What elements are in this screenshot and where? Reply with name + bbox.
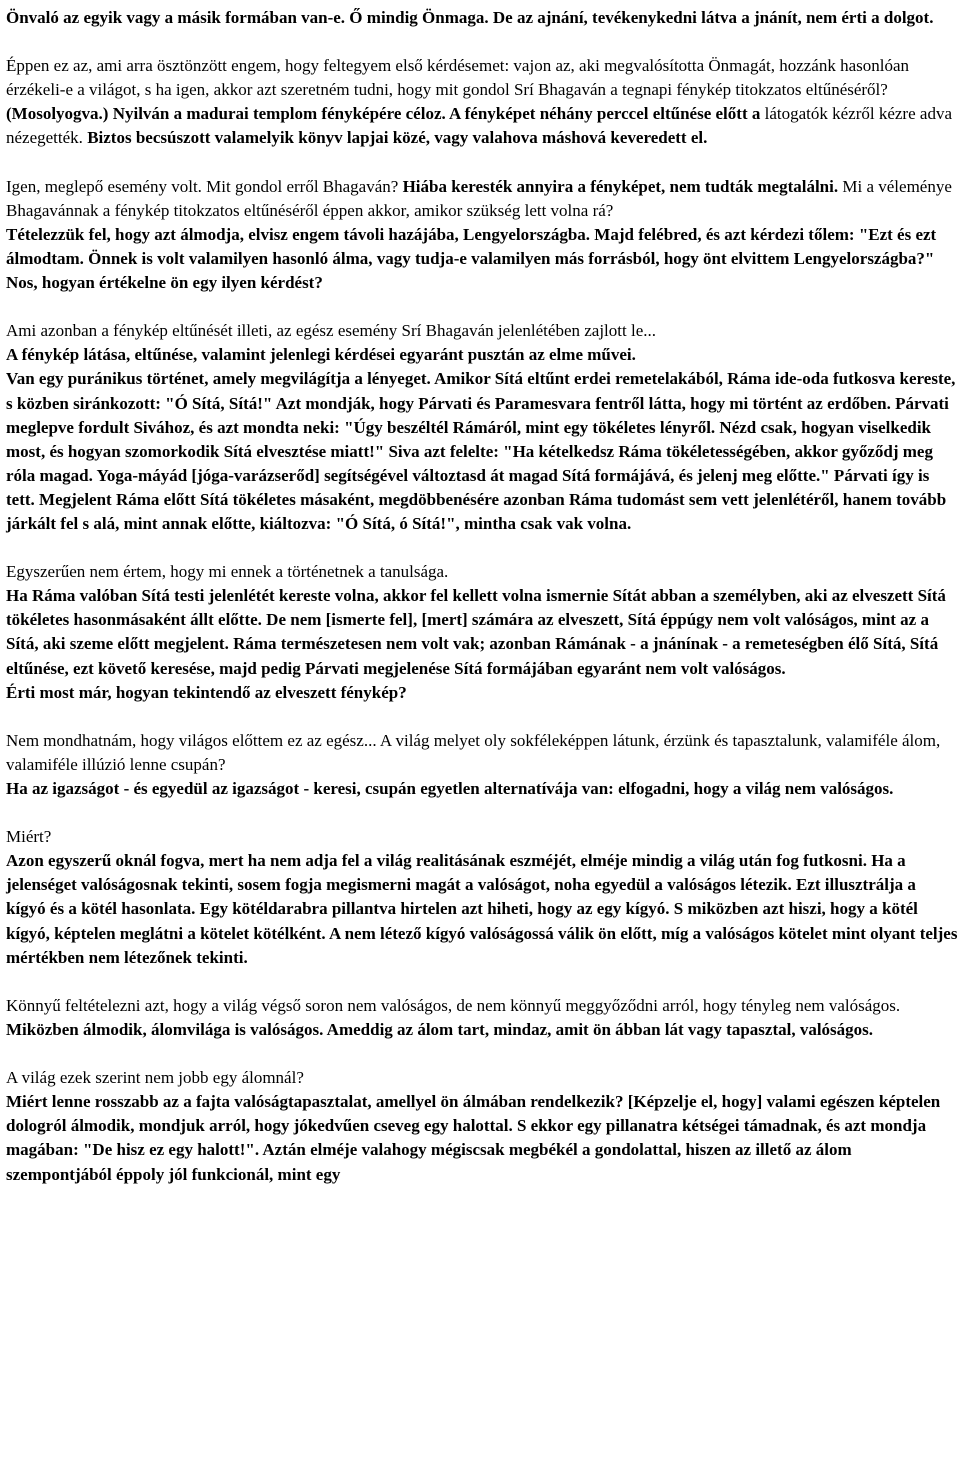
paragraph <box>6 367 958 536</box>
regular-text-run: Könnyű feltételezni azt, hogy a világ végső soron nem valóságos, de nem könnyű meggyőződni arról, hogy tényleg nem valóságos. <box>6 995 901 1015</box>
bold-text-run: Érti most már, hogyan tekintendő az elveszett fénykép? <box>6 682 407 702</box>
bold-text-run: Ha Ráma valóban Sítá testi jelenlétét kereste volna, akkor fel kellett volna ismernie Sítát abban a személyben, aki az elveszett Sítá tökéletes hasonmásaként állt előtte. De nem [ismerte fel], [mert] számára az elveszett, Sítá éppúgy nem volt valóságos, mint az a Sítá, aki szeme előtt megjelent. Ráma természetesen nem volt vak; azonban Rámának - a jnánínak - a remeteségben élő Sítá, Sítá eltűnése, ezt követő keresése, majd pedig Párvati megjelenése Sítá formájában egyaránt nem volt valóságos. <box>6 586 946 678</box>
paragraph-spacer <box>6 30 958 54</box>
regular-text-run: Egyszerűen nem értem, hogy mi ennek a történetnek a tanulsága. <box>6 562 449 582</box>
bold-text-run: Ha az igazságot - és egyedül az igazságot - keresi, csupán egyetlen alternatívája van: elfogadni, hogy a világ nem valóságos. <box>6 779 894 798</box>
paragraph <box>6 825 958 849</box>
paragraph <box>6 223 958 295</box>
bold-text-run: Miközben álmodik, álomvilága is valóságos. Ameddig az álom tart, mindaz, amit ön ábban lát vagy tapasztal, valóságos. <box>6 1019 874 1039</box>
regular-text-run: Éppen ez az, ami arra ösztönzött engem, hogy feltegyem első kérdésemet: vajon az, aki megvalósította Önmagát, hozzánk hasonlóan érzékeli-e a világot, s ha igen, akkor azt szeretném tudni, hogy mit gondol Srí Bhagaván a tegnapi fénykép titokzatos eltűnéséről? <box>6 56 910 100</box>
paragraph-spacer <box>6 705 958 729</box>
bold-text-run: Van egy puránikus történet, amely megvilágítja a lényeget. Amikor Sítá eltűnt erdei remetelakából, Ráma ide-oda futkosva kereste, s közben siránkozott: "Ó Sítá, Sítá!" Azt mondják, hogy Párvati és Paramesvara fentről látta, hogy mi történt az erdőben. Párvati meglepve fordult Sivához, és azt mondta neki: "Úgy beszéltél Rámáról, mint egy tökéletes lényről. Nézd csak, hogyan viselkedik most, és hogyan szomorkodik Sítá elvesztése miatt!" Siva azt felelte: "Ha kételkedsz Ráma tökéletességében, akkor győződj meg róla magad. Yoga-máyád [jóga-varázserőd] segítségével változtasd át magad Sítá formájává, és jelenj meg előtte." Párvati így is tett. Megjelent Ráma előtt Sítá tökéletes másaként, megdöbbenésére azonban Ráma tudomást sem vett jelenlétéről, hanem tovább járkált fel s alá, mint annak előtte, kiáltozva: "Ó Sítá, ó Sítá!", mintha csak vak volna. <box>6 369 956 533</box>
paragraph <box>6 319 958 343</box>
paragraph <box>6 849 958 969</box>
paragraph-spacer <box>6 970 958 994</box>
paragraph <box>6 584 958 680</box>
paragraph <box>6 560 958 584</box>
bold-text-run: Biztos becsúszott valamelyik könyv lapjai közé, vagy valahova máshová keveredett el. <box>87 128 708 148</box>
bold-text-run: Hiába keresték annyira a fényképet, nem tudták megtalálni. <box>402 176 843 196</box>
paragraph <box>6 6 958 30</box>
regular-text-run: Nem mondhatnám, hogy világos előttem ez az egész... A világ melyet oly sokféleképpen látunk, érzünk és tapasztalunk, valamiféle álom, valamiféle illúzió lenne csupán? <box>6 730 941 774</box>
bold-text-run: (Mosolyogva.) Nyilván a madurai templom fényképére céloz. A fényképet néhány perccel eltűnése előtt a <box>6 104 765 124</box>
bold-text-run: Önvaló az egyik vagy a másik formában van-e. Ő mindig Önmaga. De az ajnání, tevékenykedni látva a jnánít, nem érti a dolgot. <box>6 8 934 27</box>
paragraph-spacer <box>6 295 958 319</box>
regular-text-run: Miért? <box>6 827 52 847</box>
bold-text-run: Miért lenne rosszabb az a fajta valóságtapasztalat, amellyel ön álmában rendelkezik? [Képzelje el, hogy] valami egészen képtelen dologról álmodik, mondjuk arról, hogy jókedvűen cseveg egy halottal. S ekkor egy pillanatra kétségei támadnak, és azt mondja magában: "De hisz ez egy halott!". Aztán elméje valahogy mégiscsak megbékél a gondolattal, hiszen az illető az álom szempontjából éppoly jól funkcionál, mint egy <box>6 1092 941 1184</box>
paragraph <box>6 343 958 367</box>
regular-text-run: látogatók kézről kézre adva nézegették. <box>6 104 952 148</box>
regular-text-run: Mi a véleménye Bhagavánnak a fénykép titokzatos eltűnéséről éppen akkor, amikor szükség lett volna rá? <box>6 176 952 220</box>
paragraph-spacer <box>6 801 958 825</box>
paragraph <box>6 1090 958 1186</box>
bold-text-run: Azon egyszerű oknál fogva, mert ha nem adja fel a világ realitásának eszméjét, elméje mindig a világ után fog futkosni. Ha a jelenséget valóságosnak tekinti, sosem fogja megismerni magát a valóságot, noha egyedül a valóságos létezik. Ezt illusztrálja a kígyó és a kötél hasonlata. Egy kötéldarabra pillantva hirtelen azt hiheti, hogy az egy kígyó. S miközben azt hiszi, hogy a kötél kígyó, képtelen meglátni a kötelet kötélként. A nem létező kígyó valóságossá válik ön előtt, míg a valóságos kötelet mint olyant teljes mértékben nem létezőnek tekinti. <box>6 851 958 967</box>
bold-text-run: Tételezzük fel, hogy azt álmodja, elvisz engem távoli hazájába, Lengyelországba. Majd felébred, és azt kérdezi tőlem: "Ezt és ezt álmodtam. Önnek is volt valamilyen hasonló álma, vagy tudja-e valamilyen más forrásból, hogy önt elvittem Lengyelországba?" Nos, hogyan értékelne ön egy ilyen kérdést? <box>6 224 937 293</box>
paragraph <box>6 1066 958 1090</box>
paragraph-spacer <box>6 1042 958 1066</box>
paragraph <box>6 994 958 1018</box>
paragraph <box>6 681 958 705</box>
regular-text-run: Igen, meglepő esemény volt. Mit gondol erről Bhagaván? <box>6 176 403 196</box>
paragraph <box>6 175 958 223</box>
paragraph <box>6 729 958 777</box>
regular-text-run: Ami azonban a fénykép eltűnését illeti, az egész esemény Srí Bhagaván jelenlétében zajlott le... <box>6 321 656 341</box>
paragraph-spacer <box>6 151 958 175</box>
regular-text-run: A világ ezek szerint nem jobb egy álomnál? <box>6 1068 304 1088</box>
paragraph <box>6 777 958 801</box>
paragraph <box>6 1018 958 1042</box>
bold-text-run: A fénykép látása, eltűnése, valamint jelenlegi kérdései egyaránt pusztán az elme művei. <box>6 345 636 365</box>
paragraph-spacer <box>6 536 958 560</box>
paragraph <box>6 54 958 150</box>
